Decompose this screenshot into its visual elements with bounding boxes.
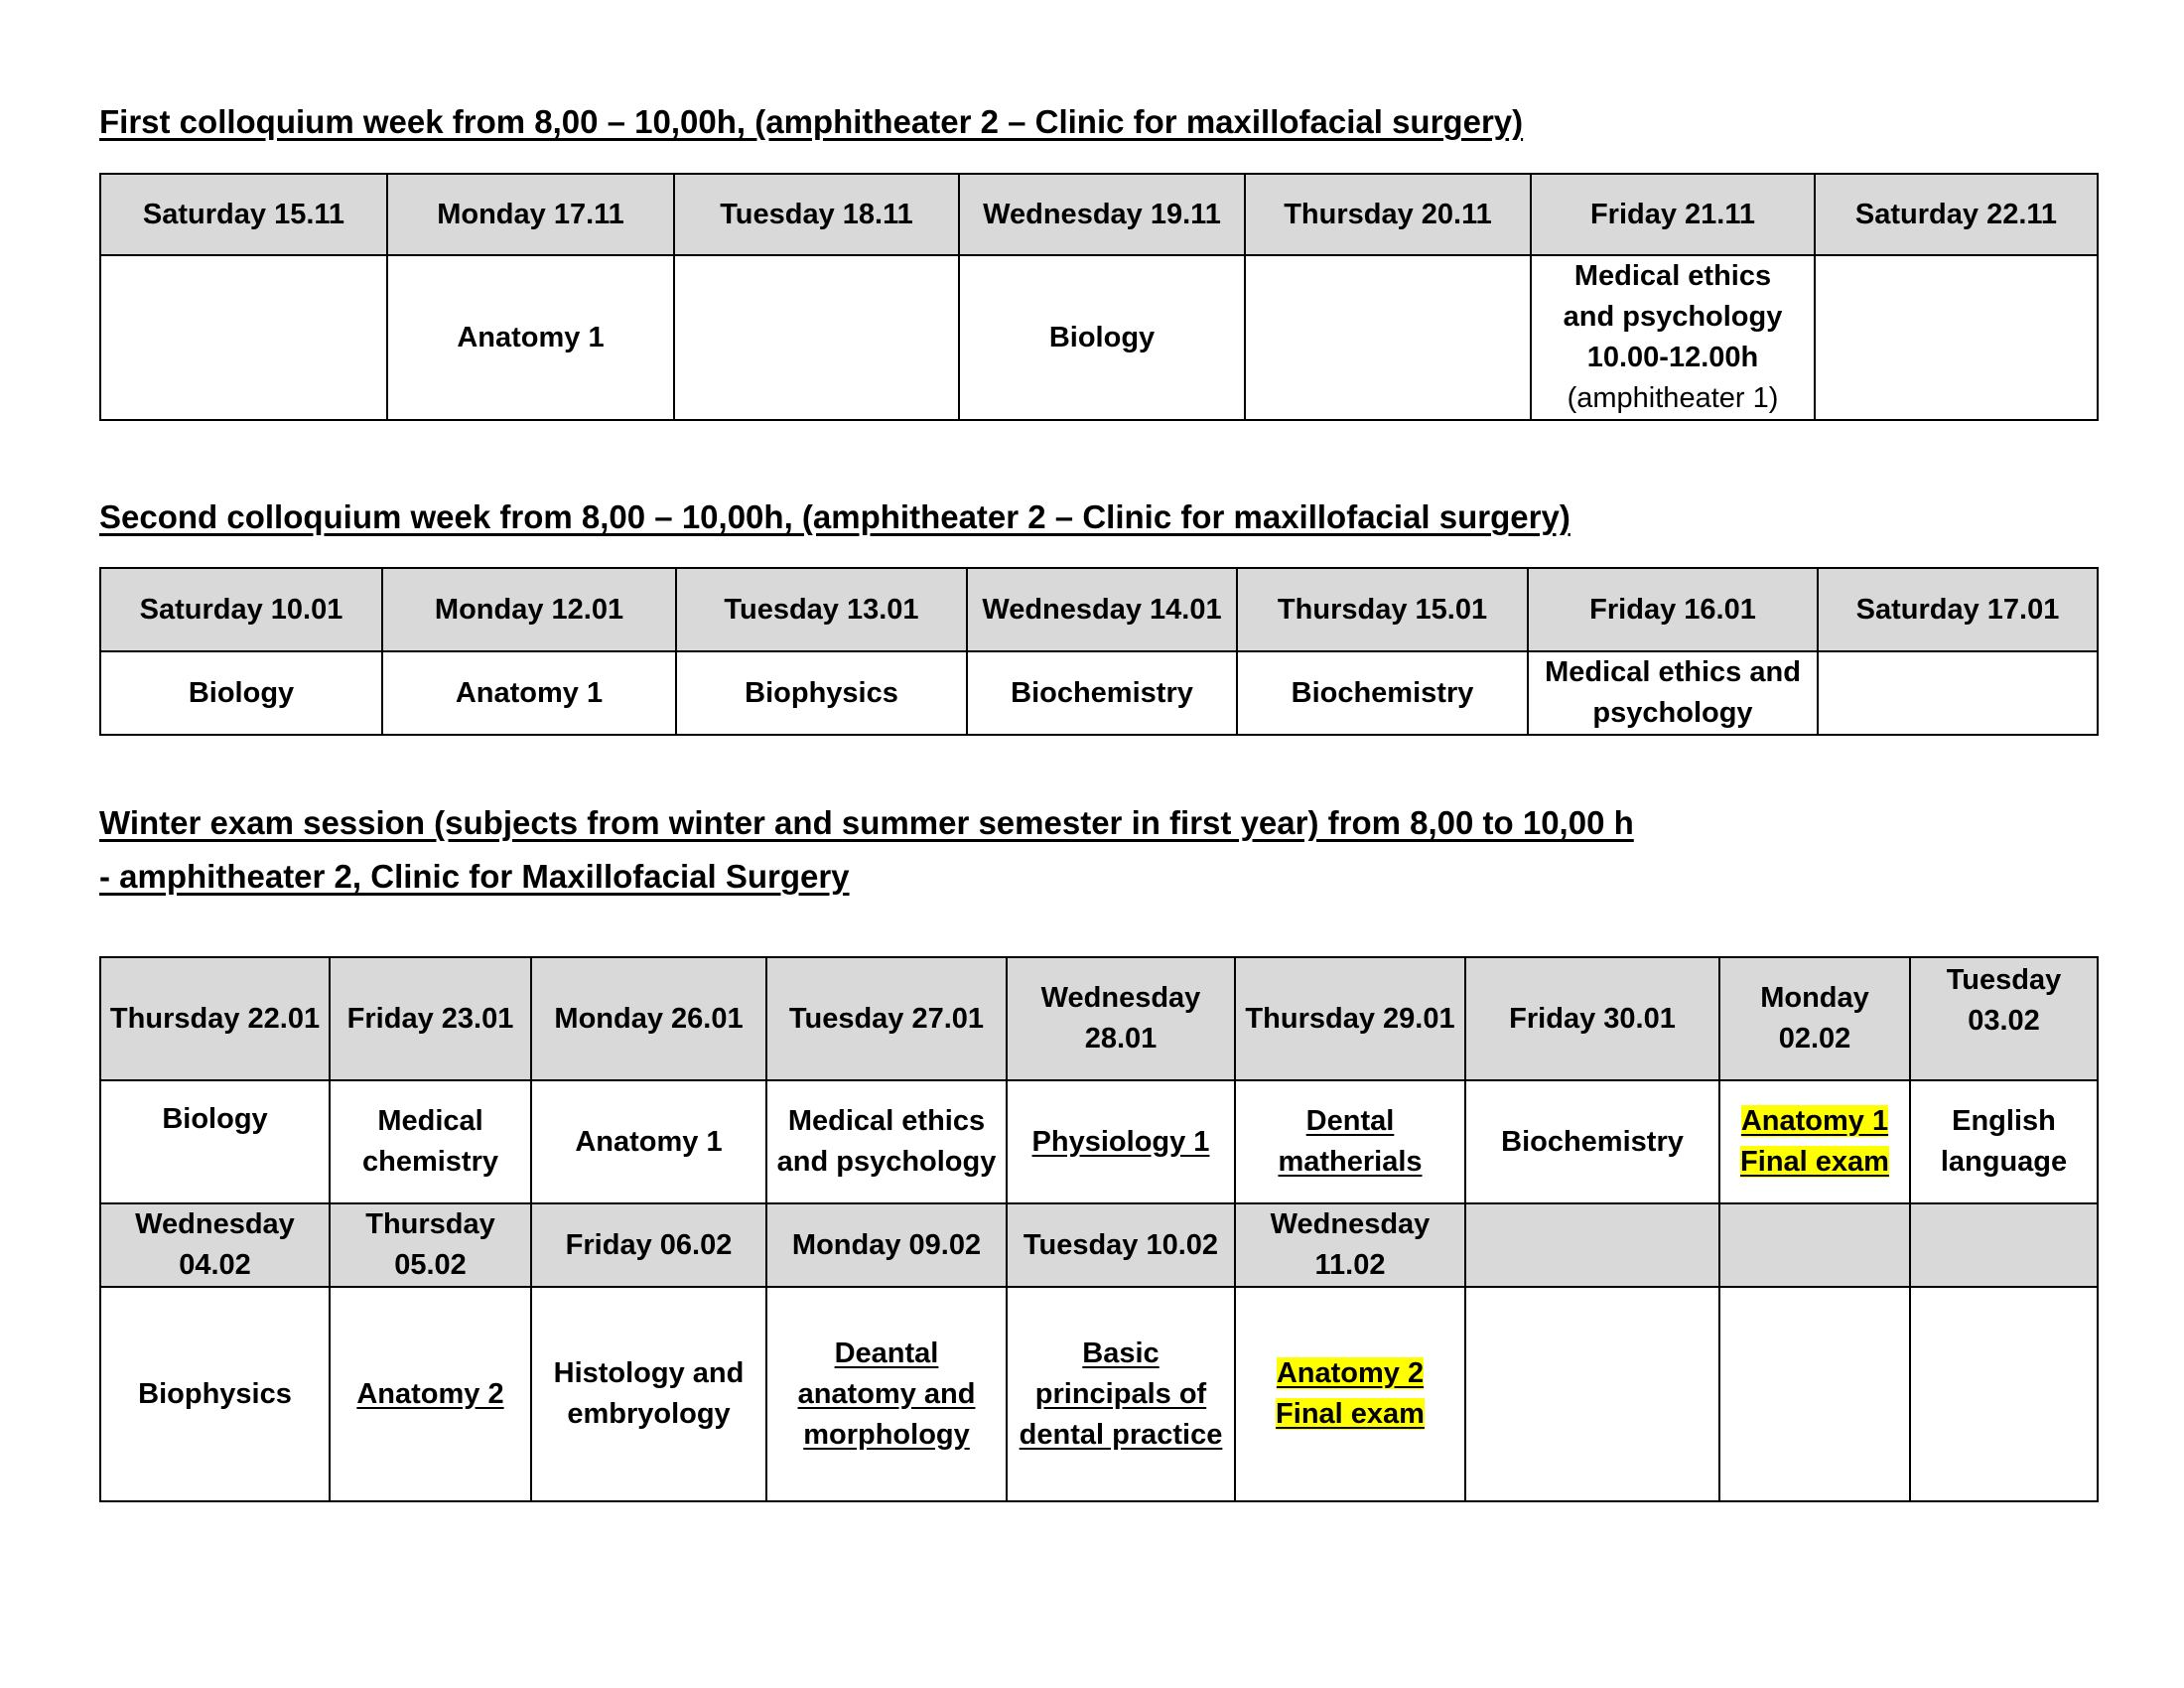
day-header: Saturday 17.01	[1818, 568, 2098, 651]
day-header: Monday 17.11	[387, 174, 674, 255]
subject-text: Anatomy 2	[356, 1377, 504, 1410]
subject-cell-highlighted	[1235, 1287, 1465, 1501]
day-header: Wednesday 14.01	[967, 568, 1237, 651]
second-colloquium-table	[99, 567, 2099, 736]
winter-exam-table	[99, 956, 2099, 1502]
subject-cell	[1815, 255, 2098, 420]
subject-cell: Biophysics	[676, 651, 967, 735]
subject-cell: Biochemistry	[967, 651, 1237, 735]
subject-cell: Histology and embryology	[531, 1287, 766, 1501]
subject-cell: Anatomy 1	[531, 1080, 766, 1203]
day-header: Monday 12.01	[382, 568, 676, 651]
day-header: Monday 02.02	[1719, 957, 1910, 1080]
day-header: Tuesday 18.11	[674, 174, 959, 255]
day-header: Thursday 05.02	[330, 1203, 531, 1287]
subject-text: Basic principals of dental practice	[1019, 1336, 1223, 1451]
subject-cell: Biophysics	[100, 1287, 330, 1501]
subject-cell: Medical ethics and psychology	[1528, 651, 1818, 735]
subject-cell	[1910, 1287, 2098, 1501]
day-header: Saturday 10.01	[100, 568, 382, 651]
subject-cell: Medical chemistry	[330, 1080, 531, 1203]
subject-time: 10.00-12.00h	[1586, 342, 1759, 373]
day-header: Friday 06.02	[531, 1203, 766, 1287]
day-header: Wednesday 19.11	[959, 174, 1245, 255]
subject-cell: Biology	[100, 1080, 330, 1203]
day-header: Thursday 29.01	[1235, 957, 1465, 1080]
subject-cell: English language	[1910, 1080, 2098, 1203]
subject-cell: Anatomy 1	[387, 255, 674, 420]
day-header	[1719, 1203, 1910, 1287]
subject-text: Deantal anatomy and morphology	[797, 1336, 976, 1451]
day-header: Wednesday 11.02	[1235, 1203, 1465, 1287]
subject-cell	[1719, 1287, 1910, 1501]
day-header	[1465, 1203, 1719, 1287]
day-header: Tuesday 10.02	[1007, 1203, 1235, 1287]
subject-cell: Biochemistry	[1237, 651, 1528, 735]
section3-heading-line2: - amphitheater 2, Clinic for Maxillofacial Surgery	[99, 858, 850, 895]
final-exam-highlight: Anatomy 2 Final exam	[1276, 1357, 1425, 1430]
subject-cell	[1465, 1287, 1719, 1501]
day-header: Thursday 20.11	[1245, 174, 1531, 255]
day-header: Saturday 22.11	[1815, 174, 2098, 255]
subject-cell	[1245, 255, 1531, 420]
subject-cell	[100, 255, 387, 420]
subject-cell-highlighted	[1719, 1080, 1910, 1203]
subject-cell: Biology	[959, 255, 1245, 420]
day-header: Friday 30.01	[1465, 957, 1719, 1080]
subject-cell	[1235, 1080, 1465, 1203]
subject-cell: Anatomy 1	[382, 651, 676, 735]
day-header: Monday 09.02	[766, 1203, 1007, 1287]
day-header: Saturday 15.11	[100, 174, 387, 255]
subject-cell: Biology	[100, 651, 382, 735]
day-header: Thursday 22.01	[100, 957, 330, 1080]
section2-heading: Second colloquium week from 8,00 – 10,00h, (amphitheater 2 – Clinic for maxillofacial surgery)	[99, 498, 1570, 535]
day-header	[1910, 1203, 2098, 1287]
day-header: Wednesday 04.02	[100, 1203, 330, 1287]
final-exam-highlight: Anatomy 1 Final exam	[1740, 1105, 1889, 1178]
first-colloquium-table	[99, 173, 2099, 421]
day-header: Thursday 15.01	[1237, 568, 1528, 651]
subject-line: and psychology	[1563, 301, 1783, 333]
day-header: Wednesday 28.01	[1007, 957, 1235, 1080]
subject-location: (amphitheater 1)	[1567, 382, 1779, 414]
section3-heading-line1: Winter exam session (subjects from winter and summer semester in first year) from 8,00 to 10,00 h	[99, 804, 1634, 841]
day-header: Tuesday 03.02	[1910, 957, 2098, 1080]
day-header: Tuesday 13.01	[676, 568, 967, 651]
subject-cell	[330, 1287, 531, 1501]
day-header: Monday 26.01	[531, 957, 766, 1080]
subject-cell: Medical ethics and psychology	[766, 1080, 1007, 1203]
subject-cell: Biochemistry	[1465, 1080, 1719, 1203]
section1-heading: First colloquium week from 8,00 – 10,00h, (amphitheater 2 – Clinic for maxillofacial surgery)	[99, 103, 1524, 140]
day-header: Friday 21.11	[1531, 174, 1815, 255]
subject-cell	[1007, 1080, 1235, 1203]
subject-line: Medical ethics	[1573, 260, 1772, 292]
subject-text: Physiology 1	[1031, 1125, 1210, 1158]
subject-cell	[1818, 651, 2098, 735]
day-header: Friday 23.01	[330, 957, 531, 1080]
subject-cell-friday	[1531, 255, 1815, 420]
day-header: Tuesday 27.01	[766, 957, 1007, 1080]
subject-cell	[674, 255, 959, 420]
subject-cell	[766, 1287, 1007, 1501]
subject-cell	[1007, 1287, 1235, 1501]
subject-text: Dental matherials	[1278, 1105, 1423, 1178]
day-header: Friday 16.01	[1528, 568, 1818, 651]
